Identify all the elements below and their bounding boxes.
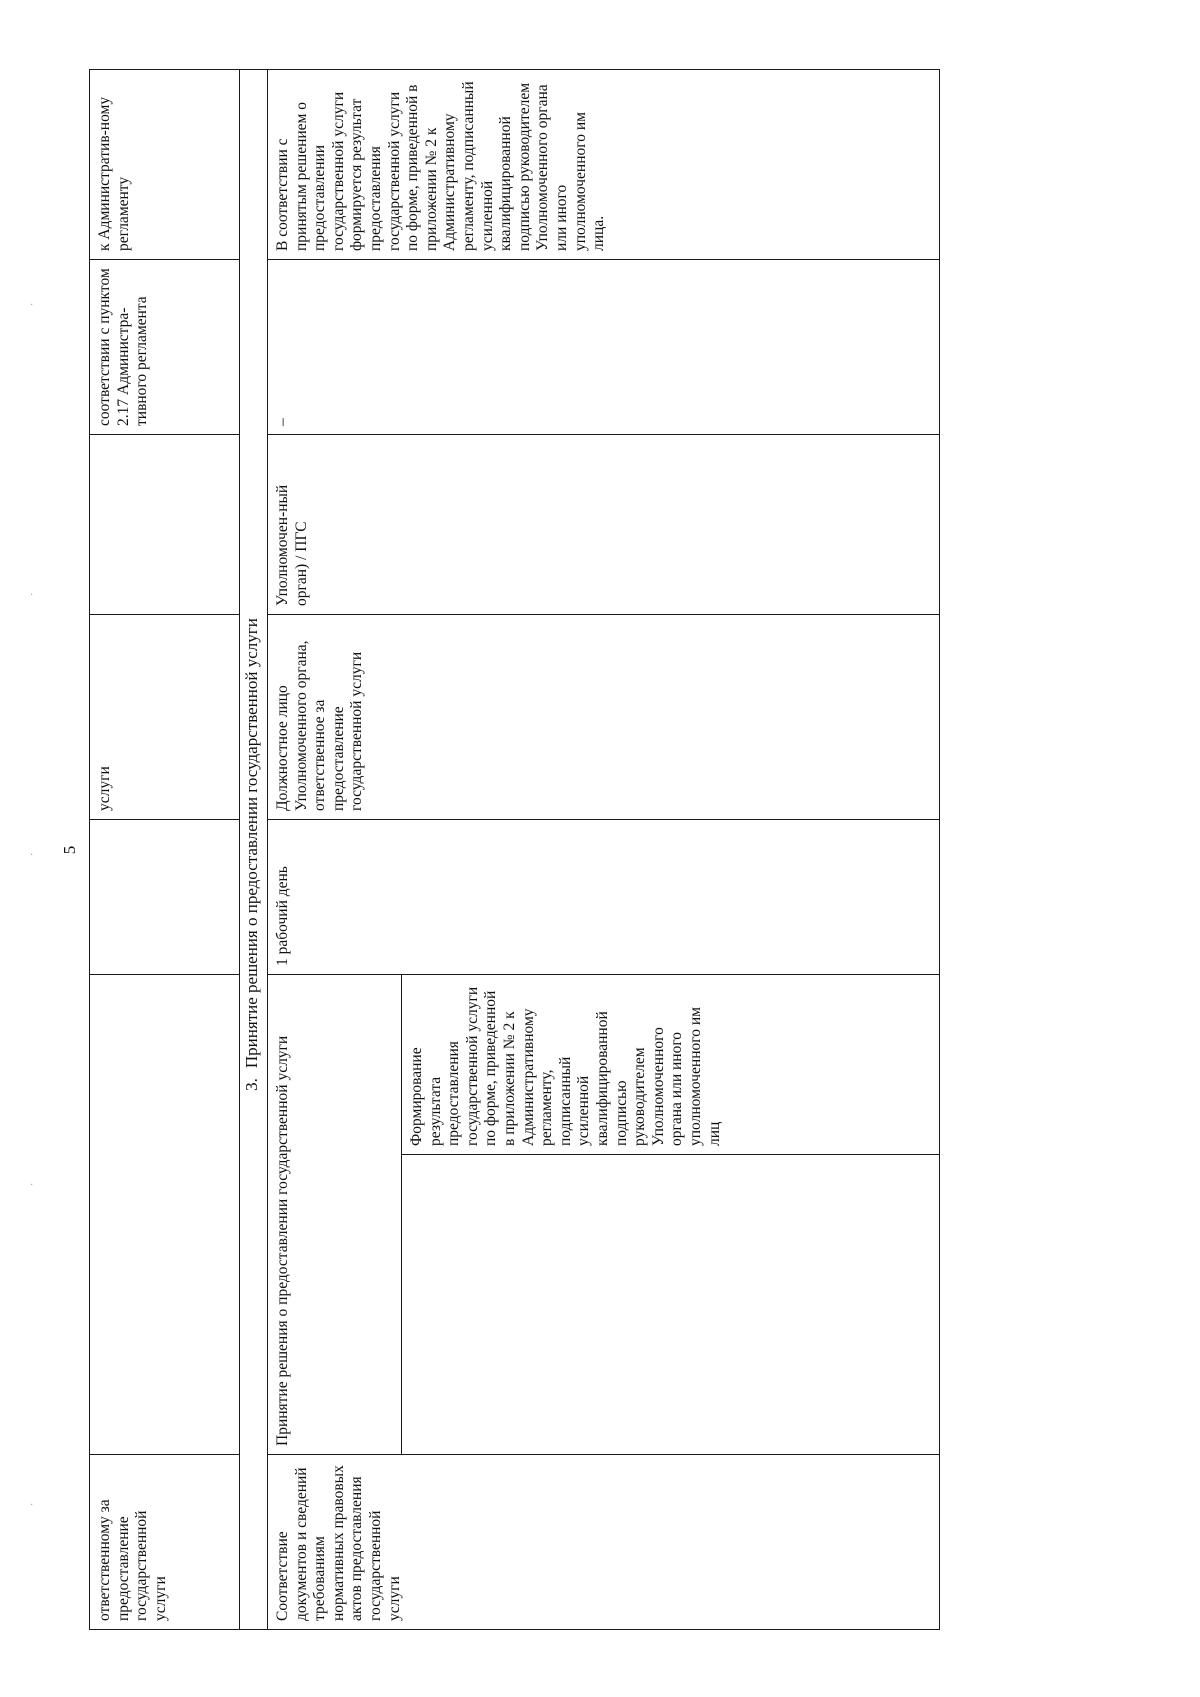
cell-criteria: Соответствие документов и сведений требованиям нормативных правовых актов предоставления государственной услуги — [268, 1455, 940, 1630]
cell-term: 1 рабочий день — [268, 820, 940, 975]
scan-speck: · — [30, 850, 34, 861]
table-row — [240, 70, 268, 1630]
rotated-table-wrapper — [89, 70, 939, 1630]
cell-action-formation: Формирование результата предоставления государственной услуги по форме, приведенной в приложении № 2 к Административному регламенту, подписанный усиленной квалифицированной подписью руководителем Уполномоченного органа или иного уполномоченного им лиц — [402, 975, 940, 1155]
cell-action-indent — [402, 1155, 940, 1455]
section-heading — [240, 70, 268, 1630]
cell-responsible: Должностное лицо Уполномоченного органа, ответственное за предоставление государственной услуги — [268, 615, 940, 820]
page-number: 5 — [60, 845, 79, 855]
cell-action-decision: Принятие решения о предоставлении государственной услуги — [268, 975, 402, 1455]
scan-speck: · — [30, 1180, 34, 1191]
cell-decision-criteria-continued: соответствии с пунктом 2.17 Администра-тивного регламента — [90, 260, 240, 435]
cell-place: Уполномочен-ный орган) / ПГС — [268, 435, 940, 615]
table-row — [268, 70, 402, 1630]
scan-speck: · — [30, 590, 34, 601]
cell-place-continued — [90, 435, 240, 615]
cell-term-continued — [90, 820, 240, 975]
scan-speck: · — [30, 1500, 34, 1511]
cell-responsible-continued: услуги — [90, 615, 240, 820]
section-number: 3. — [242, 1078, 261, 1091]
cell-criteria-continued: ответственному за предоставление государственной услуги — [90, 1455, 240, 1630]
scan-speck: · — [30, 300, 34, 311]
cell-action-continued — [90, 975, 240, 1455]
table-row — [90, 70, 240, 1630]
section-title: Принятие решения о предоставлении государственной услуги — [242, 618, 261, 1069]
cell-result-continued: к Административ-ному регламенту — [90, 70, 240, 260]
regulation-table — [89, 69, 940, 1630]
cell-decision-criteria: – — [268, 260, 940, 435]
cell-result: В соответствии с принятым решением о предоставлении государственной услуги формируется результат предоставления государственной услуги по форме, приведенной в приложении № 2 к Административному регламенту, подписанный усиленной квалифицированной подписью руководителем Уполномоченного органа или иного уполномоченного им лица. — [268, 70, 940, 260]
